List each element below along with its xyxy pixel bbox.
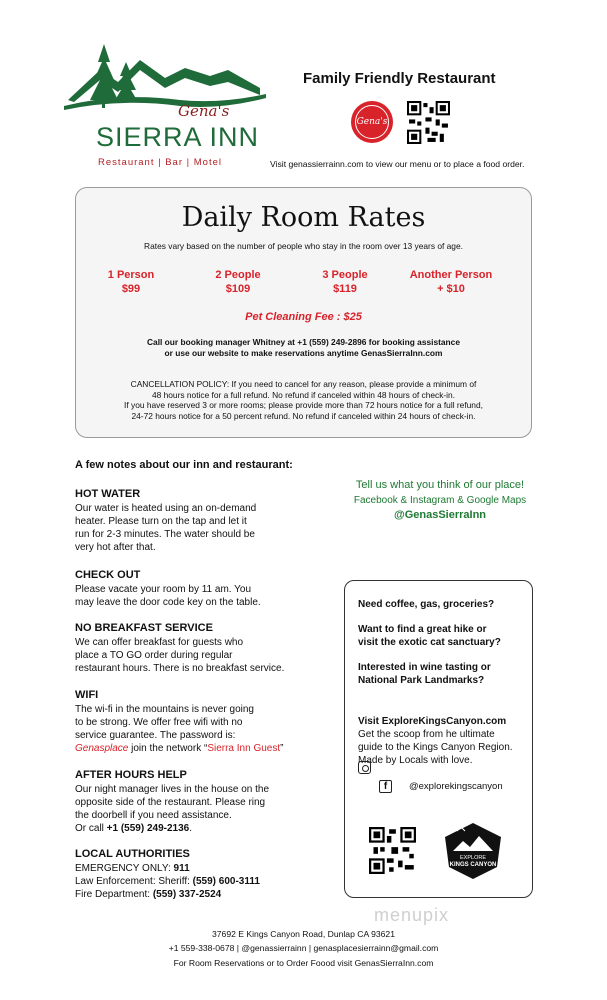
footer-address: 37692 E Kings Canyon Road, Dunlap CA 93621 [212, 929, 395, 939]
kings-canyon-box: Need coffee, gas, groceries? Want to find a great hike or visit the exotic cat sanctuary? Interested in wine tasting or National Park Landmarks? Visit ExploreKingsCanyon.com Get the scoop from he ultimate guide to the Kings Canyon Region. Made by Locals with love. f @explorekingscanyon EXPLORE KINGS CANYON [344, 580, 533, 898]
hot-water-section: HOT WATER Our water is heated using an on-demand heater. Please turn on the tap and let it run for 2-3 minutes. The water should be very hot after that. [75, 488, 315, 554]
svg-text:EXPLORE: EXPLORE [460, 855, 486, 861]
section-heading: CHECK OUT [75, 569, 141, 581]
rate-item: 1 Person $99 [107, 269, 155, 295]
qr-code-icon[interactable] [369, 827, 416, 874]
rate-item: 3 People $119 [322, 269, 368, 295]
explore-handle[interactable]: @explorekingscanyon [409, 781, 503, 792]
check-out-section: CHECK OUT Please vacate your room by 11 am. You may leave the door code key on the table. [75, 569, 315, 609]
footer-reservations: For Room Reservations or to Order Foood visit GenasSierraInn.com [173, 958, 434, 968]
local-authorities-section: LOCAL AUTHORITIES EMERGENCY ONLY: 911 Law Enforcement: Sheriff: (559) 600-3111 Fire Department: (559) 337-2524 [75, 848, 315, 901]
booking-info: Call our booking manager Whitney at +1 (559) 249-2896 for booking assistance or use our website to make reservations anytime GenasSierraInn.com [147, 337, 460, 358]
genas-badge: Gena's [351, 101, 393, 143]
logo-subtitle: Restaurant | Bar | Motel [98, 157, 222, 168]
instagram-icon[interactable] [358, 761, 371, 774]
rate-item: Another Person + $10 [409, 269, 493, 295]
visit-website-text: Visit genassierrainn.com to view our menu or to place a food order. [270, 159, 525, 169]
wifi-section: WIFI The wi-fi in the mountains is never going to be strong. We offer free wifi with no service guarantee. The password is: Genasplace join the network “Sierra Inn Guest” [75, 689, 315, 755]
rates-subtitle: Rates vary based on the number of people who stay in the room over 13 years of age. [144, 241, 463, 251]
footer-contacts: +1 559-338-0678 | @genassierrainn | genasplacesierrainn@gmail.com [168, 943, 439, 953]
room-rates-card [75, 187, 532, 438]
logo [60, 40, 270, 170]
rates-title: Daily Room Rates [181, 202, 426, 233]
cancellation-policy: CANCELLATION POLICY: If you need to cancel for any reason, please provide a minimum of 48 hours notice for a full refund. No refund if canceled within 48 hours of check-in. If you have reserved 3 or more rooms; please provide more than 72 hours notice for a full refund, 24-72 hours notice for a 50 percent refund. No refund if canceled within 24 hours of check-in. [124, 379, 483, 421]
section-heading: HOT WATER [75, 488, 141, 500]
wifi-password: Genasplace [75, 743, 129, 754]
section-heading: AFTER HOURS HELP [75, 769, 187, 781]
logo-script-name: Gena's [178, 102, 230, 120]
wifi-network: Sierra Inn Guest [207, 743, 281, 754]
tagline: Family Friendly Restaurant [303, 70, 496, 87]
social-handle[interactable]: @GenasSierraInn [393, 509, 487, 521]
section-heading: LOCAL AUTHORITIES [75, 848, 190, 860]
logo-name: SIERRA INN [96, 122, 260, 152]
after-hours-section: AFTER HOURS HELP Our night manager lives in the house on the opposite side of the restaurant. Please ring the doorbell if you need assistance. Or call +1 (559) 249-2136. [75, 769, 315, 835]
section-heading: WIFI [75, 689, 99, 701]
kings-canyon-website: Visit ExploreKingsCanyon.com [358, 716, 507, 727]
section-heading: NO BREAKFAST SERVICE [75, 622, 213, 634]
pet-fee: Pet Cleaning Fee : $25 [245, 311, 362, 323]
notes-title: A few notes about our inn and restaurant: [75, 459, 293, 471]
qr-code-icon[interactable] [407, 101, 450, 144]
after-hours-phone: +1 (559) 249-2136 [106, 823, 190, 834]
social-callout: Tell us what you think of our place! Facebook & Instagram & Google Maps @GenasSierraInn [340, 478, 540, 523]
svg-text:KINGS CANYON: KINGS CANYON [449, 862, 497, 868]
breakfast-section: NO BREAKFAST SERVICE We can offer breakfast for guests who place a TO GO order during regular restaurant hours. There is no breakfast service. [75, 622, 315, 675]
watermark: menupix [374, 905, 450, 925]
facebook-icon[interactable]: f [379, 780, 392, 793]
rate-item: 2 People $109 [215, 269, 261, 295]
explore-kings-canyon-badge-icon [443, 821, 503, 881]
